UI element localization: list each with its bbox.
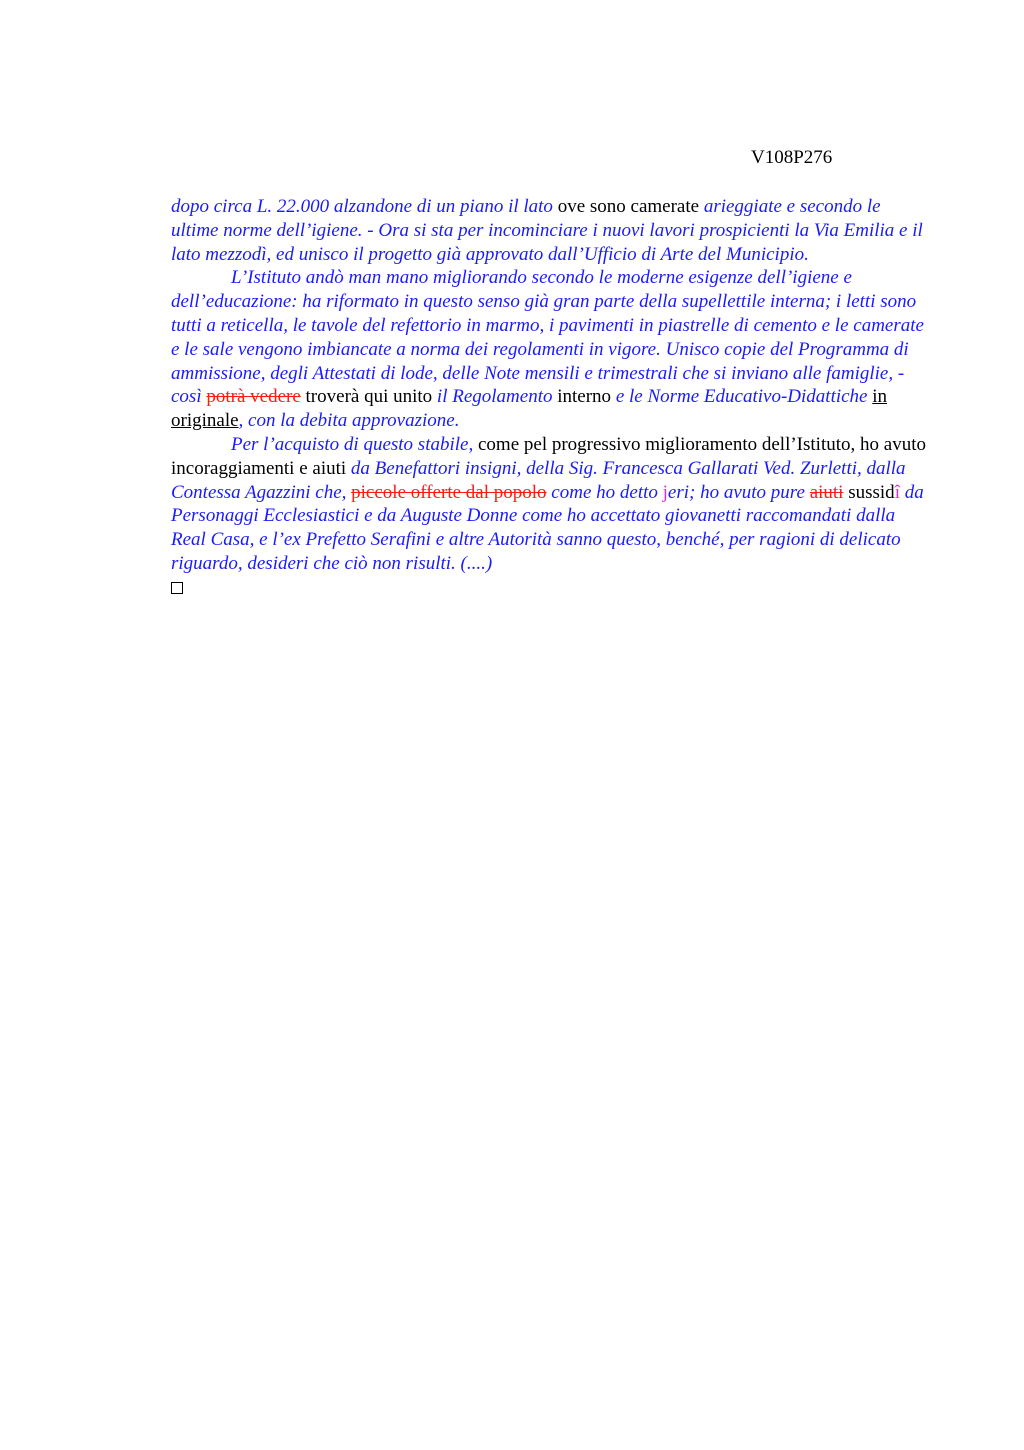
text-segment: interno	[552, 386, 616, 408]
paragraph-2	[171, 266, 927, 433]
text-segment: e le Norme Educativo-Didattiche	[615, 386, 873, 408]
inserted-text: j	[662, 481, 668, 503]
text-segment: ove sono camerate	[552, 196, 704, 217]
text-segment: troverà qui unito	[300, 386, 437, 408]
inserted-text: î	[894, 481, 900, 503]
text-segment: sussid	[843, 481, 895, 503]
text-segment: L’Istituto andò man mano migliorando secondo le moderne esigenze dell’igiene e dell’educazione: ha riformato in questo senso già gran parte della supellettile interna; i letti sono tutti a reticella, le tavole del refettorio in marmo, i pavimenti in piastrelle di cemento e le camerate e le sale vengono imbiancate a norma dei regolamenti in vigore. Unisco copie del Programma di ammissione, degli Attestati di lode, delle Note mensili e trimestrali che si inviano alle famiglie, - così	[171, 267, 924, 408]
deleted-text: potrà vedere	[206, 386, 301, 408]
deleted-text: piccole offerte dal popolo	[351, 481, 547, 503]
end-square-icon	[171, 582, 183, 594]
page-reference: V108P276	[751, 147, 833, 168]
text-segment: come pel progressivo miglioramento dell’Istituto, ho avuto incoraggiamenti e aiuti	[171, 433, 926, 479]
text-segment: da Benefattori insigni, della Sig. Francesca Gallarati Ved. Zurletti, dalla Contessa Agazzini che,	[171, 457, 906, 503]
text-segment: il Regolamento	[436, 386, 553, 408]
deleted-text: aiuti	[809, 481, 844, 503]
underlined-text: in originale	[171, 386, 888, 432]
text-segment: , con la debita approvazione.	[238, 410, 460, 432]
text-segment: come ho detto	[546, 481, 663, 503]
text-segment: dopo circa L. 22.000 alzandone di un piano il lato	[171, 196, 553, 217]
paragraph-3	[171, 433, 927, 576]
end-marker-row	[171, 576, 927, 601]
text-segment: Per l’acquisto di questo stabile,	[231, 433, 474, 455]
text-segment: arieggiate e secondo le ultime norme dell’igiene. - Ora si sta per incominciare i nuovi lavori prospicienti la Via Emilia e il lato mezzodì, ed unisco il progetto già approvato dall’Ufficio di Arte del Municipio.	[171, 196, 923, 265]
text-segment: da Personaggi Ecclesiastici e da Auguste Donne come ho accettato giovanetti raccomandati dalla Real Casa, e l’ex Prefetto Serafini e altre Autorità sanno questo, benché, per ragioni di delicato riguardo, desideri che ciò non risulti. (....)	[171, 481, 924, 574]
text-segment: eri; ho avuto pure	[667, 481, 810, 503]
document-body	[171, 195, 927, 601]
paragraph-1	[171, 195, 927, 266]
